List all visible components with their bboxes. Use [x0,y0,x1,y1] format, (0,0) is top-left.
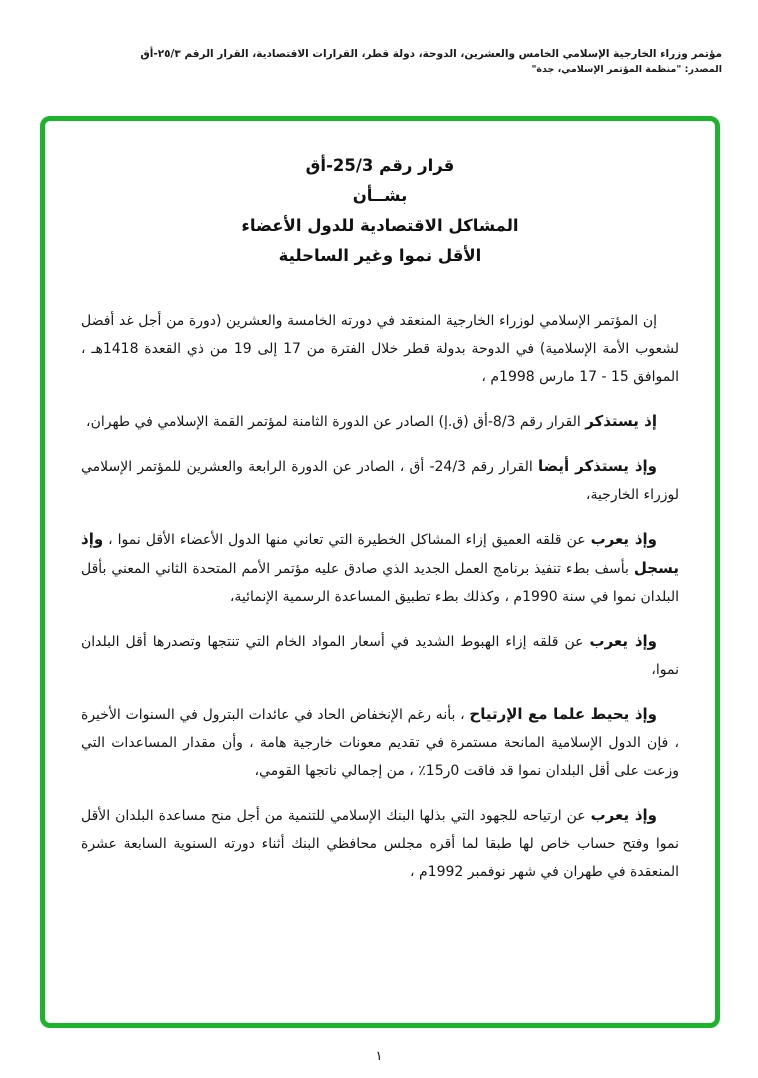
paragraph-lead: وإذ يعرب [589,632,657,650]
paragraph-text: بأسف بطء تنفيذ برنامج العمل الجديد الذي صادق عليه مؤتمر الأمم المتحدة الثاني المعني بأقل البلدان نموا في سنة 1990م ، وكذلك بطء تطبيق المساعدة الرسمية الإنمائية، [81,561,679,605]
paragraph-text: عن ارتياحه للجهود التي بذلها البنك الإسلامي للتنمية من أجل منح مساعدة البلدان الأقل نموا وفتح حساب خاص لها طبقا لما أقره مجلس محافظي البنك أثناء دورته السنوية السابعة عشرة المنعقدة في طهران في شهر نوفمبر 1992م ، [81,808,679,880]
paragraph-text: عن قلقه العميق إزاء المشاكل الخطيرة التي تعاني منها الدول الأعضاء الأقل نموا ، [103,532,591,548]
resolution-frame [40,116,720,1028]
paragraph-text: القرار رقم 24/3- أق ، الصادر عن الدورة الرابعة والعشرين للمؤتمر الإسلامي لوزراء الخارجية، [81,459,679,503]
paragraph-lead: إذ يستذكر [585,412,657,430]
title-concerning-line: بشــأن [352,186,408,205]
title-subject-line-1: المشاكل الاقتصادية للدول الأعضاء [241,216,519,235]
resolution-title-block [65,151,695,271]
resolution-paragraph [81,307,679,391]
paragraph-lead: وإذ يستذكر أيضا [537,457,658,475]
resolution-number-title: قرار رقم 25/3-أق [305,156,455,175]
resolution-paragraph [81,407,679,436]
title-subject-line-2: الأقل نموا وغير الساحلية [278,246,482,265]
paragraph-lead: وإذ يحيط علما مع الإرتياح [469,705,657,723]
paragraph-lead: وإذ يعرب [590,806,657,824]
resolution-paragraph [81,700,679,785]
resolution-paragraph [81,525,679,611]
paragraph-text: القرار رقم 8/3-أق (ق.إ) الصادر عن الدورة الثامنة لمؤتمر القمة الإسلامي في طهران، [86,414,586,430]
header-source-line: مؤتمر وزراء الخارجية الإسلامي الخامس والعشرين، الدوحة، دولة قطر، القرارات الاقتصادية، القرار الرقم ٢٥/٣-أق [140,48,722,60]
paragraph-text: إن المؤتمر الإسلامي لوزراء الخارجية المنعقد في دورته الخامسة والعشرين (دورة من أجل غد أفضل لشعوب الأمة الإسلامية) في الدوحة بدولة قطر خلال الفترة من 17 إلى 19 من ذي القعدة 1418هـ ، الموافق 15 - 17 مارس 1998م ، [81,313,680,385]
header-publisher-line: المصدر: "منظمة المؤتمر الإسلامي، جدة" [531,64,722,75]
resolution-paragraph [81,627,679,684]
paragraph-text: عن قلقه إزاء الهبوط الشديد في أسعار المواد الخام التي تنتجها وتصدرها أقل البلدان نموا، [81,634,679,678]
paragraph-text: ، بأنه رغم الإنخفاض الحاد في عائدات البترول في السنوات الأخيرة ، فإن الدول الإسلامية المانحة مستمرة في تقديم معونات خارجية هامة ، وأن مقدار المساعدات التي وزعت على أقل البلدان نموا قد فاقت 0ر15٪ ، من إجمالي ناتجها القومي، [81,707,679,779]
paragraph-lead: وإذ يسجل [81,530,679,577]
paragraph-lead: وإذ يعرب [590,530,657,548]
resolution-paragraph [81,801,679,886]
document-header [36,46,722,77]
resolution-body [65,307,695,886]
page-number: ١ [375,1049,383,1064]
resolution-paragraph [81,452,679,509]
